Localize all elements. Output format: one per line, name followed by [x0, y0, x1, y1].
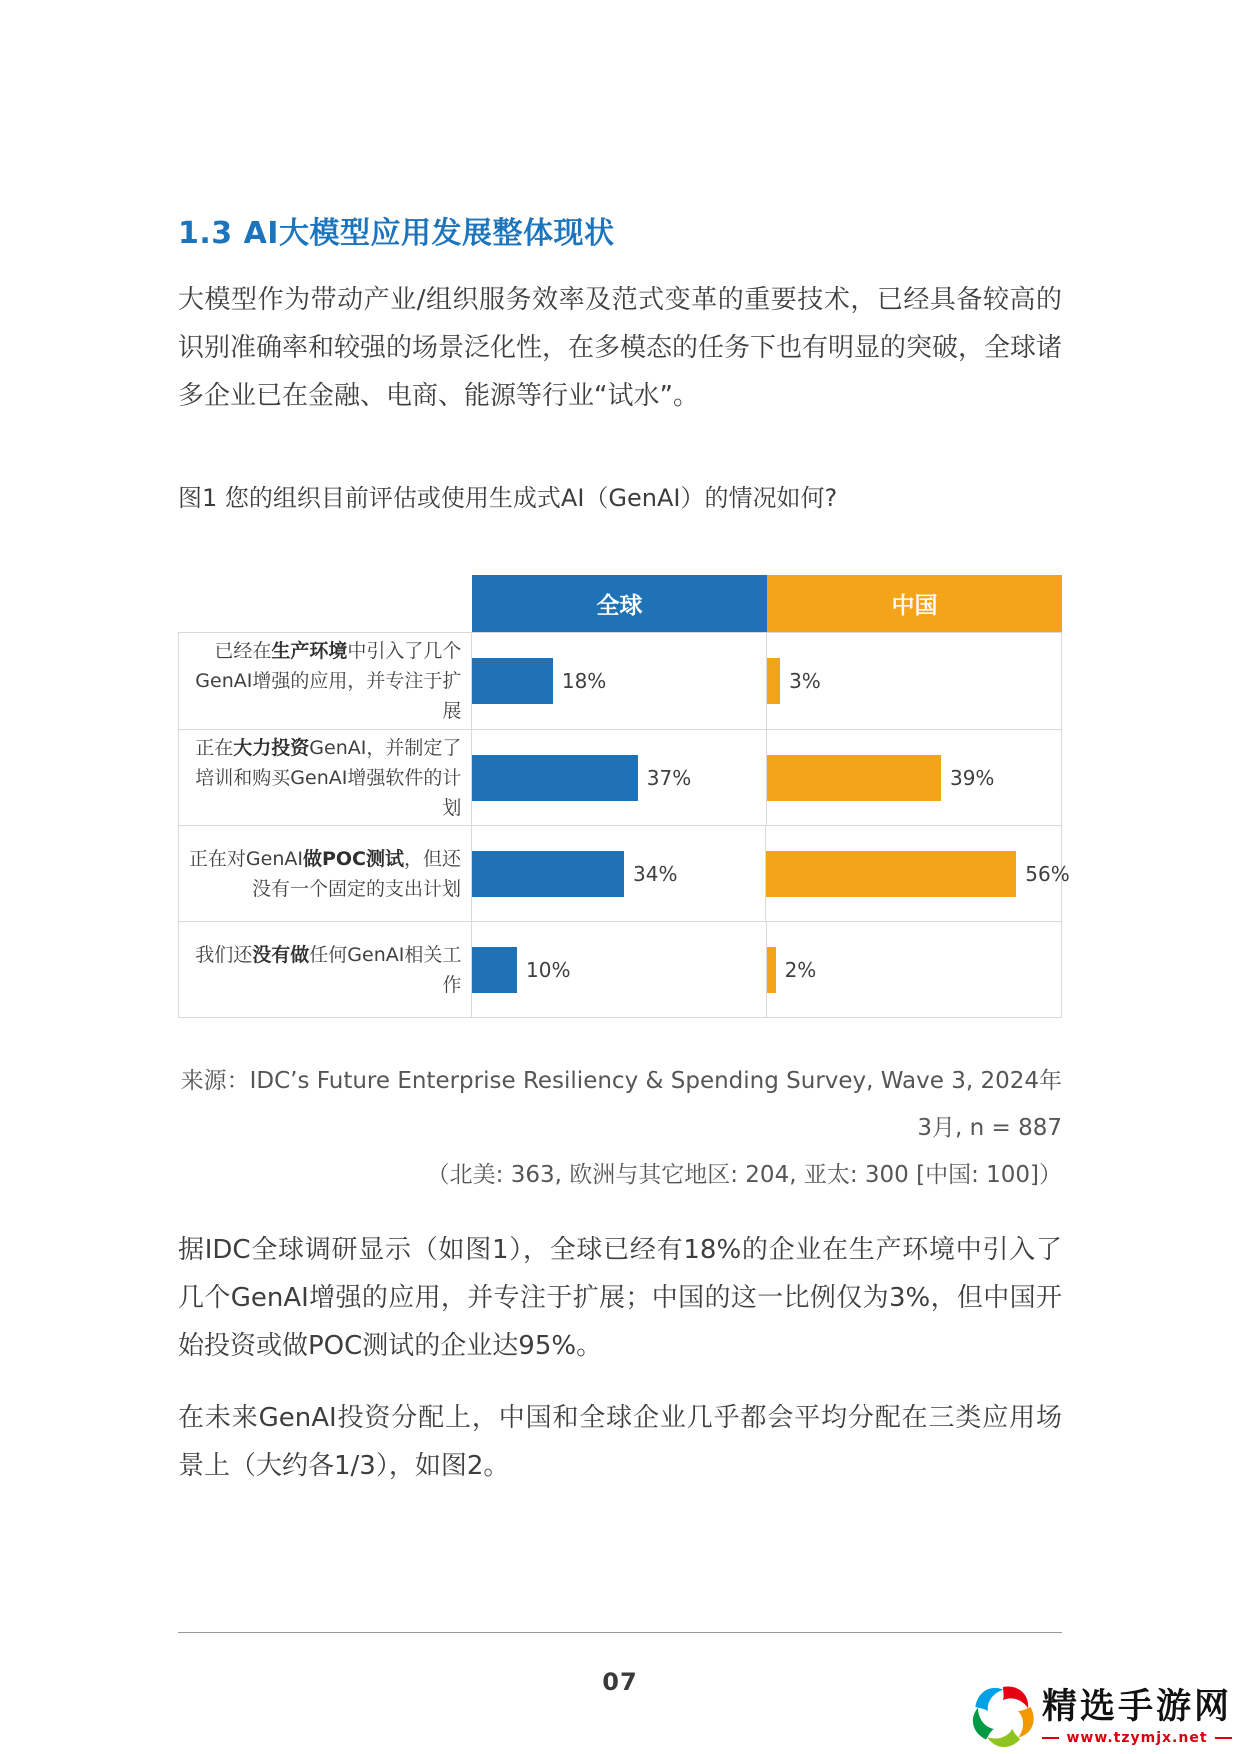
bar-value-label: 2% — [784, 957, 817, 982]
bar-value-label: 56% — [1025, 861, 1070, 886]
bar-value-label: 39% — [949, 765, 995, 790]
brand-name: 精选手游网 — [1041, 1686, 1232, 1727]
footer-divider — [178, 1632, 1062, 1633]
global-bar — [472, 851, 624, 897]
row-label: 我们还没有做任何GenAI相关工作 — [179, 922, 472, 1017]
china-bar — [767, 658, 780, 704]
brand-url: www.tzymjx.net — [1066, 1729, 1208, 1746]
chart-row-none — [179, 921, 1061, 1017]
global-bar — [472, 755, 637, 801]
intro-paragraph: 大模型作为带动产业/组织服务效率及范式变革的重要技术，已经具备较高的识别准确率和较强的场景泛化性，在多模态的任务下也有明显的突破，全球诸多企业已在金融、电商、能源等行业“试水”。 — [178, 285, 1063, 411]
analysis-paragraph: 据IDC全球调研显示（如图1），全球已经有18%的企业在生产环境中引入了几个GenAI增强的应用，并专注于扩展；中国的这一比例仅为3%，但中国开始投资或做POC测试的企业达95%。 — [178, 1235, 1062, 1361]
chart-header-china: 中国 — [767, 575, 1062, 632]
bar-cell-global — [472, 922, 766, 1017]
row-label: 正在对GenAI做POC测试，但还没有一个固定的支出计划 — [179, 826, 472, 921]
section-heading: 1.3 AI大模型应用发展整体现状 — [178, 216, 615, 252]
url-dash-right — [1215, 1737, 1232, 1739]
bar-cell-global — [472, 826, 766, 921]
bar-value-label: 37% — [646, 765, 692, 790]
bar-value-label: 34% — [633, 861, 678, 886]
bar-cell-china — [767, 730, 1061, 825]
logo-text-block — [1042, 1687, 1232, 1746]
bar-value-label: 18% — [561, 669, 607, 693]
url-dash-left — [1042, 1737, 1059, 1739]
china-bar — [767, 755, 941, 801]
bar-cell-global — [472, 730, 766, 825]
global-bar — [472, 658, 553, 704]
bar-cell-china — [766, 826, 1070, 921]
bar-value-label: 10% — [526, 957, 571, 982]
bar-cell-china — [767, 922, 1061, 1017]
chart-column-headers — [178, 575, 1062, 632]
chart-header-global: 全球 — [472, 575, 767, 632]
pinwheel-logo-icon — [970, 1682, 1036, 1750]
chart-source — [178, 1058, 1062, 1199]
chart-row-poc — [179, 825, 1070, 921]
page-number: 07 — [602, 1668, 638, 1696]
source-line-2: （北美: 363, 欧洲与其它地区: 204, 亚太: 300 [中国: 100]） — [426, 1162, 1062, 1188]
chart-table — [178, 632, 1070, 1018]
outlook-paragraph: 在未来GenAI投资分配上，中国和全球企业几乎都会平均分配在三类应用场景上（大约各1/3），如图2。 — [178, 1403, 1062, 1481]
site-logo — [970, 1682, 1232, 1750]
bar-cell-china — [767, 633, 1061, 729]
bar-cell-global — [472, 633, 766, 729]
brand-url-row — [1042, 1730, 1232, 1746]
row-label: 正在大力投资GenAI，并制定了培训和购买GenAI增强软件的计划 — [179, 730, 472, 825]
bar-value-label: 3% — [789, 669, 821, 693]
chart-row-investing — [179, 729, 1061, 825]
china-bar — [766, 851, 1016, 897]
global-bar — [472, 947, 517, 993]
chart-label-column-spacer — [178, 575, 472, 632]
china-bar — [767, 947, 776, 993]
figure-caption: 图1 您的组织目前评估或使用生成式AI（GenAI）的情况如何? — [178, 484, 838, 512]
chart-row-production — [179, 633, 1061, 729]
row-label: 已经在生产环境中引入了几个GenAI增强的应用，并专注于扩展 — [179, 633, 472, 729]
source-line-1: 来源：IDC’s Future Enterprise Resiliency & Spending Survey, Wave 3, 2024年3月, n = 887 — [180, 1068, 1062, 1141]
